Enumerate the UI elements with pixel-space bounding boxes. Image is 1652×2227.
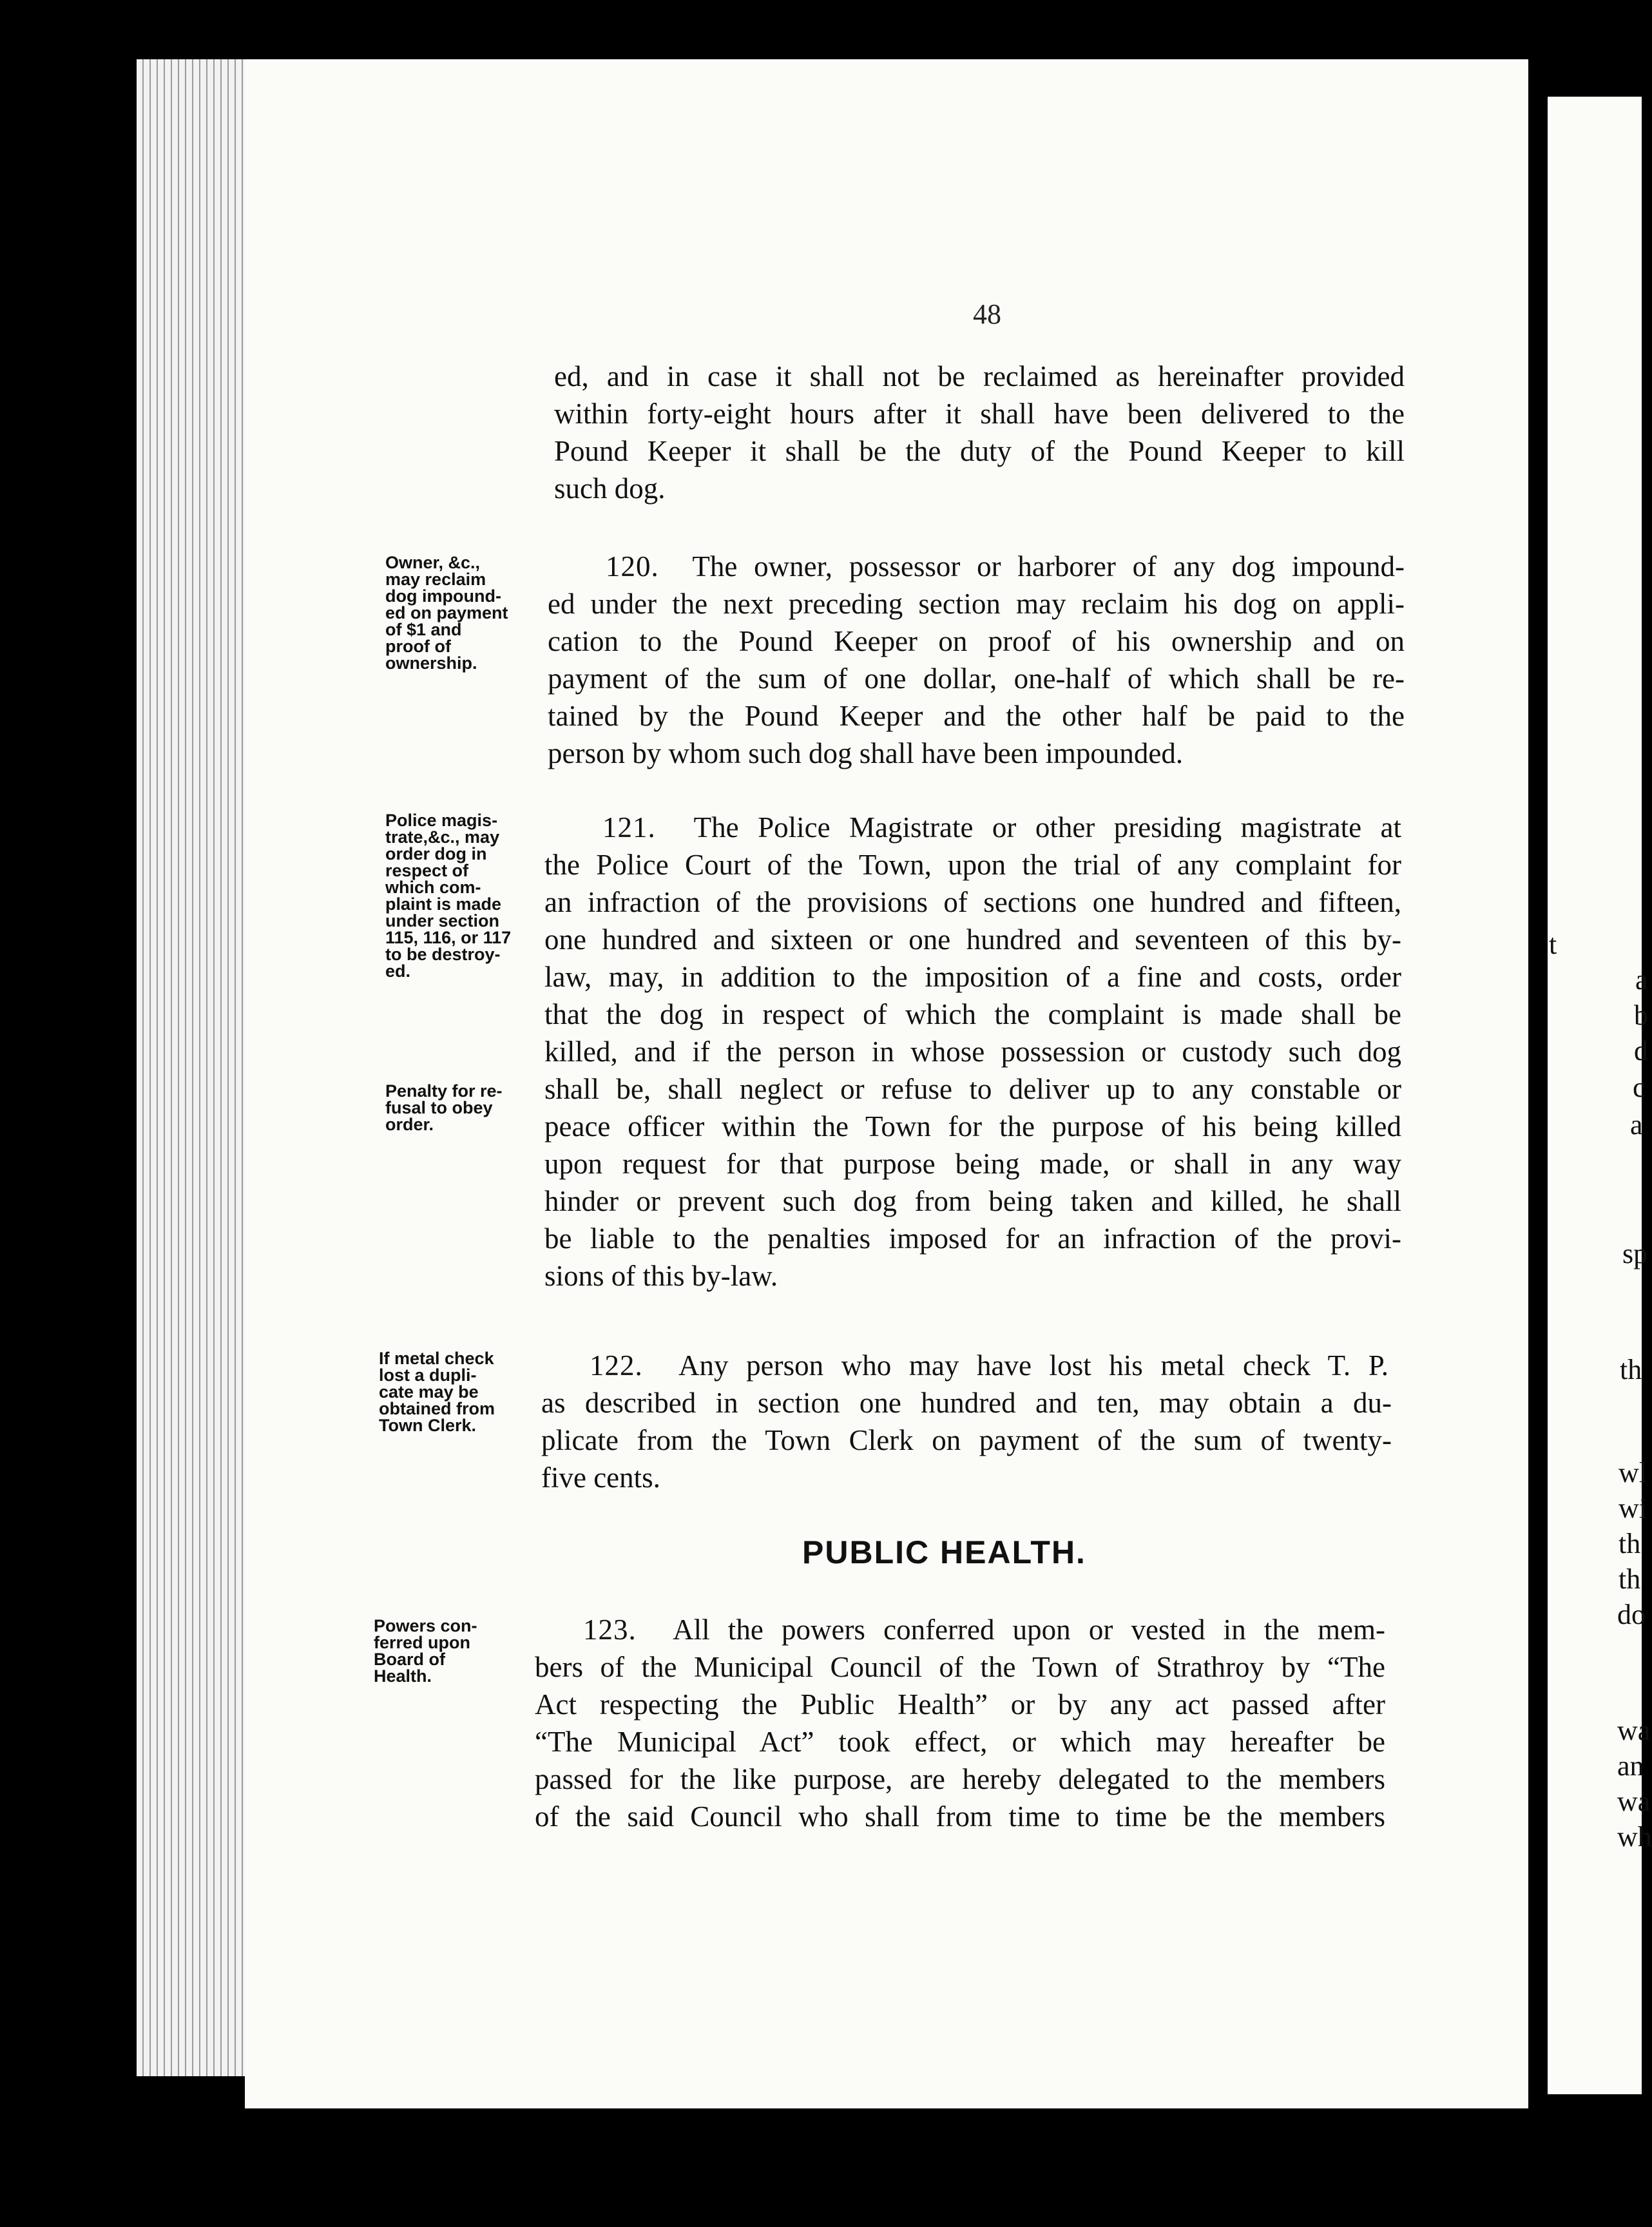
facing-fragment: wl [1618, 1457, 1647, 1489]
text-line: The owner, possessor or harborer of any dog impound- [692, 550, 1405, 583]
facing-fragment: th [1618, 1528, 1641, 1559]
note-line: order. [385, 1115, 434, 1134]
section-121-paragraph [544, 846, 1401, 1295]
text-line: that the dog in respect of which the complaint is made shall be [544, 998, 1401, 1030]
note-line: trate,&c., may [385, 827, 500, 847]
facing-fragment: wa [1617, 1786, 1651, 1817]
text-line: ed under the next preceding section may reclaim his dog on appli- [548, 588, 1405, 620]
text-line: hinder or prevent such dog from being taken and killed, he shall [544, 1185, 1401, 1217]
note-line: which com- [385, 878, 481, 897]
page-edges [137, 59, 246, 2076]
facing-fragment: th [1620, 1354, 1642, 1385]
text-line: peace officer within the Town for the purpose of his being killed [544, 1110, 1401, 1142]
margin-note [379, 1350, 540, 1434]
text-line: The Police Magistrate or other presiding magistrate at [693, 811, 1402, 844]
section-123-first-line [583, 1611, 1385, 1648]
section-number: 123. [583, 1614, 637, 1646]
note-line: If metal check [379, 1349, 494, 1368]
note-line: under section [385, 911, 500, 930]
facing-fragment: wa [1617, 1715, 1651, 1746]
section-120-paragraph [548, 585, 1405, 772]
text-line: killed, and if the person in whose possession or custody such dog [544, 1036, 1401, 1068]
text-line: five cents. [541, 1461, 660, 1494]
text-line: cation to the Pound Keeper on proof of his ownership and on [548, 625, 1405, 657]
text-line: payment of the sum of one dollar, one-half of which shall be re- [548, 662, 1405, 695]
text-line: one hundred and sixteen or one hundred and seventeen of this by- [544, 923, 1401, 956]
note-line: fusal to obey [385, 1098, 493, 1117]
note-line: Police magis- [385, 811, 498, 830]
continuation-paragraph [554, 358, 1405, 507]
facing-fragment: d [1634, 1035, 1648, 1066]
facing-fragment: a [1630, 1109, 1643, 1141]
note-line: Powers con- [374, 1616, 477, 1635]
note-line: lost a dupli- [379, 1365, 477, 1385]
note-line: cate may be [379, 1382, 479, 1402]
text-line: upon request for that purpose being made, or shall in any way [544, 1148, 1401, 1180]
section-122-first-line [590, 1347, 1388, 1384]
section-number: 120. [606, 550, 659, 583]
section-number: 121. [602, 811, 656, 844]
text-line: All the powers conferred upon or vested in the mem- [673, 1614, 1385, 1646]
note-line: obtained from [379, 1399, 495, 1418]
section-120-first-line [606, 548, 1405, 585]
text-line: the Police Court of the Town, upon the trial of any complaint for [544, 849, 1401, 881]
note-line: order dog in [385, 844, 487, 863]
margin-note [385, 1083, 546, 1133]
note-line: Owner, &c., [385, 553, 481, 572]
facing-fragment: an [1617, 1750, 1644, 1782]
note-line: Board of [374, 1650, 445, 1669]
note-line: of $1 and [385, 620, 462, 639]
section-123-paragraph [535, 1648, 1385, 1835]
text-line: within forty-eight hours after it shall have been delivered to the [554, 398, 1405, 430]
text-line: bers of the Municipal Council of the Town of Strathroy by “The [535, 1651, 1385, 1683]
facing-fragment: th [1618, 1563, 1641, 1595]
facing-fragment: b [1634, 999, 1648, 1031]
section-number: 122. [590, 1349, 643, 1382]
note-line: ferred upon [374, 1633, 471, 1652]
text-line: law, may, in addition to the imposition of a fine and costs, order [544, 961, 1401, 993]
text-line: as described in section one hundred and ten, may obtain a du- [541, 1387, 1392, 1419]
text-line: person by whom such dog shall have been impounded. [548, 737, 1184, 769]
text-line: be liable to the penalties imposed for an infraction of the provi- [544, 1222, 1401, 1255]
text-line: of the said Council who shall from time to time be the members [535, 1800, 1385, 1833]
note-line: respect of [385, 861, 469, 880]
facing-fragment: wh [1617, 1821, 1652, 1853]
facing-fragment: do [1617, 1599, 1646, 1630]
note-line: 115, 116, or 117 [385, 928, 512, 947]
page-number: 48 [973, 298, 1001, 330]
facing-fragment: t [1549, 929, 1557, 960]
facing-fragment: a [1635, 964, 1648, 996]
note-line: ownership. [385, 653, 477, 673]
note-line: to be destroy- [385, 945, 501, 964]
facing-fragment: c [1633, 1072, 1646, 1103]
text-line: ed, and in case it shall not be reclaimed as hereinafter provided [554, 360, 1405, 392]
facing-page [1548, 97, 1652, 2094]
note-line: ed on payment [385, 603, 508, 622]
section-122-paragraph [541, 1384, 1392, 1496]
text-line: an infraction of the provisions of sections one hundred and fifteen, [544, 886, 1401, 918]
text-line: plicate from the Town Clerk on payment of the sum of twenty- [541, 1424, 1392, 1456]
text-line: tained by the Pound Keeper and the other half be paid to the [548, 700, 1405, 732]
text-line: Pound Keeper it shall be the duty of the Pound Keeper to kill [554, 435, 1405, 467]
facing-fragment: sp [1622, 1238, 1648, 1269]
text-line: Act respecting the Public Health” or by any act passed after [535, 1688, 1385, 1721]
text-line: Any person who may have lost his metal check T. P. [678, 1349, 1388, 1382]
text-line: such dog. [554, 472, 666, 505]
margin-note [374, 1617, 535, 1684]
text-line: “The Municipal Act” took effect, or which may hereafter be [535, 1726, 1385, 1758]
section-121-first-line [602, 809, 1401, 846]
note-line: proof of [385, 637, 451, 656]
text-line: sions of this by-law. [544, 1260, 778, 1292]
section-heading: PUBLIC HEALTH. [802, 1534, 1086, 1570]
margin-note [385, 554, 546, 671]
note-line: Health. [374, 1666, 432, 1686]
note-line: ed. [385, 961, 411, 981]
note-line: Town Clerk. [379, 1416, 477, 1435]
text-line: shall be, shall neglect or refuse to deliver up to any constable or [544, 1073, 1401, 1105]
note-line: may reclaim [385, 570, 486, 589]
facing-fragment: wi [1618, 1492, 1647, 1524]
note-line: plaint is made [385, 894, 502, 914]
note-line: dog impound- [385, 586, 501, 606]
text-line: passed for the like purpose, are hereby delegated to the members [535, 1763, 1385, 1795]
margin-note [385, 812, 546, 979]
note-line: Penalty for re- [385, 1081, 503, 1101]
